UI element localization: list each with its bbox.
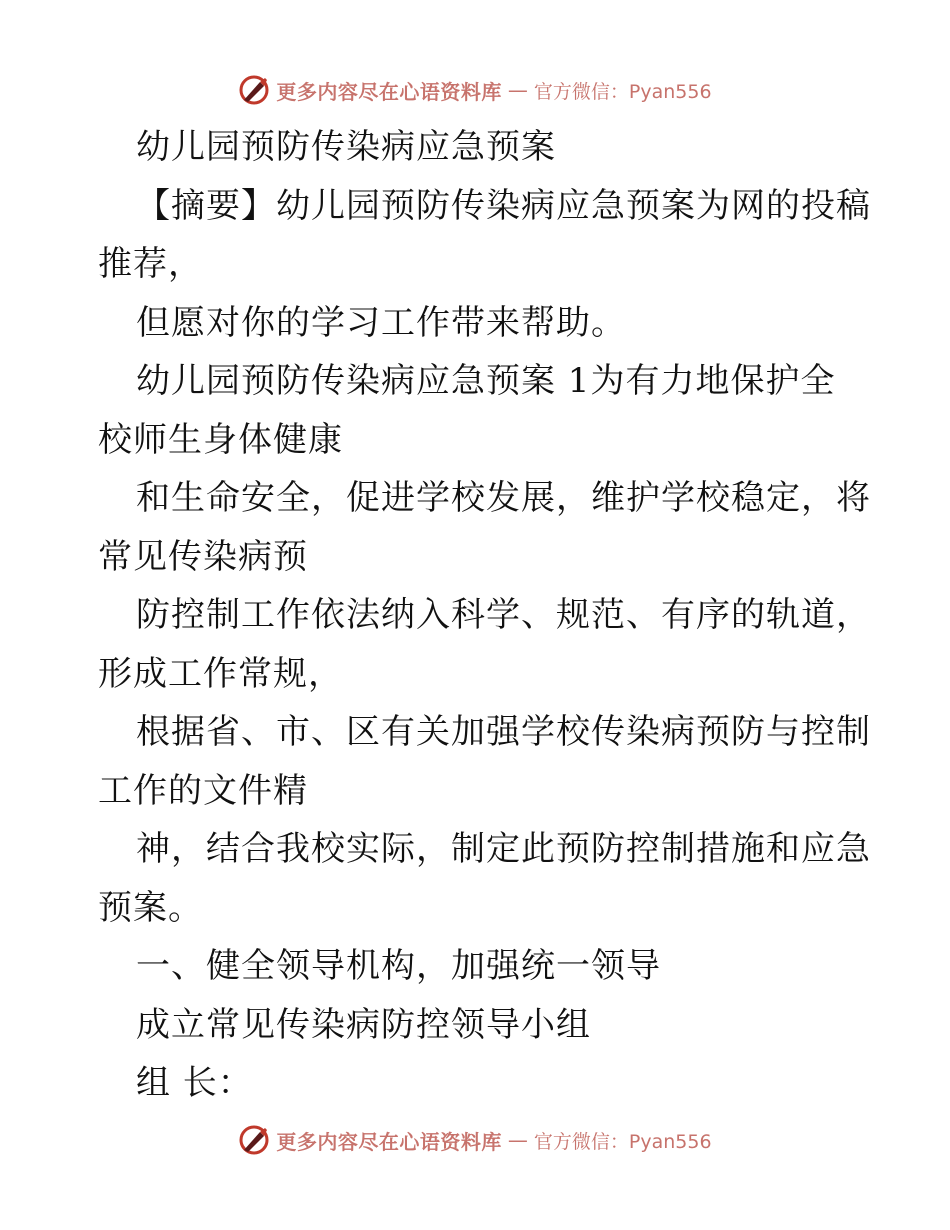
document-line: 校师生身体健康 — [98, 419, 343, 460]
pen-logo-icon — [238, 1124, 270, 1156]
document-line: 幼儿园预防传染病应急预案 1为有力地保护全 — [136, 361, 836, 401]
footer-banner-text: 更多内容尽在心语资料库 — [276, 1129, 502, 1154]
footer-banner-wechat: 官方微信：Pyan556 — [533, 1130, 712, 1153]
header-banner-text: 更多内容尽在心语资料库 — [276, 79, 502, 104]
document-line: 推荐， — [98, 244, 203, 284]
document-line: 根据省、市、区有关加强学校传染病预防与控制 — [136, 712, 871, 752]
section-heading: 一、健全领导机构，加强统一领导 — [136, 946, 661, 986]
document-line: 神，结合我校实际，制定此预防控制措施和应急 — [136, 829, 871, 869]
document-line: 和生命安全，促进学校发展，维护学校稳定，将 — [136, 478, 871, 518]
document-line: 形成工作常规， — [98, 653, 343, 694]
document-line: 工作的文件精 — [98, 770, 308, 811]
document-line: 【摘要】幼儿园预防传染病应急预案为网的投稿 — [136, 185, 871, 226]
document-line: 成立常见传染病防控领导小组 — [136, 1004, 591, 1045]
document-line: 组 长： — [136, 1063, 253, 1103]
document-title: 幼儿园预防传染病应急预案 — [136, 127, 556, 167]
document-line: 常见传染病预 — [98, 536, 308, 577]
header-banner — [0, 72, 950, 108]
footer-banner — [0, 1122, 950, 1158]
header-banner-separator: — — [507, 78, 528, 102]
document-line: 但愿对你的学习工作带来帮助。 — [136, 302, 626, 343]
document-line: 预案。 — [98, 887, 203, 928]
footer-banner-separator: — — [507, 1128, 528, 1152]
document-line: 防控制工作依法纳入科学、规范、有序的轨道， — [136, 595, 871, 635]
document-body — [98, 118, 871, 1113]
header-banner-wechat: 官方微信：Pyan556 — [533, 80, 712, 103]
pen-logo-icon — [238, 74, 270, 106]
